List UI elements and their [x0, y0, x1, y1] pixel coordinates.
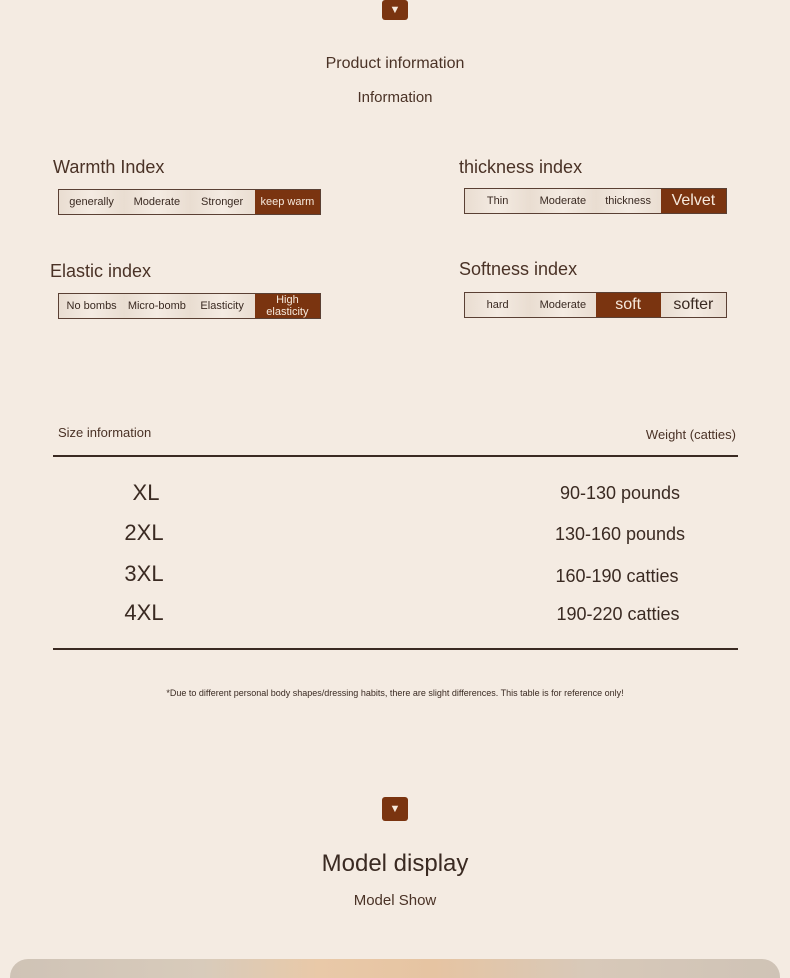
softness-level-1: hard [465, 293, 530, 317]
model-display-subtitle: Model Show [353, 892, 437, 909]
table-row-size: 3XL [124, 561, 164, 586]
table-row-weight: 90-130 pounds [559, 483, 681, 503]
table-row-size: 2XL [124, 520, 164, 545]
warmth-level-1: generally [59, 190, 124, 214]
table-row-weight: 190-220 catties [556, 604, 680, 624]
warmth-index-title: Warmth Index [53, 157, 165, 177]
product-info-title: Product information [325, 55, 465, 72]
section-marker-icon: ▼ [382, 797, 408, 821]
elastic-index-bar [58, 293, 321, 319]
section-marker-icon: ▼ [382, 0, 408, 20]
thickness-level-3: thickness [596, 189, 661, 213]
warmth-index-bar [58, 189, 321, 215]
table-row-weight: 160-190 catties [555, 566, 679, 586]
thickness-level-4: Velvet [661, 189, 726, 213]
elastic-level-4: High elasticity [255, 294, 320, 318]
size-info-header: Size information [58, 425, 152, 440]
softness-level-3: soft [596, 293, 661, 317]
model-display-title: Model display [321, 850, 469, 877]
table-row-size: XL [132, 480, 160, 505]
thickness-level-1: Thin [465, 189, 530, 213]
warmth-level-3: Stronger [190, 190, 255, 214]
thickness-index-bar [464, 188, 727, 214]
elastic-level-3: Elasticity [190, 294, 255, 318]
table-top-rule [53, 455, 738, 457]
warmth-level-4: keep warm [255, 190, 320, 214]
weight-header: Weight (catties) [645, 427, 736, 442]
product-info-subtitle: Information [357, 89, 433, 106]
model-photo [10, 959, 780, 978]
table-row-weight: 130-160 pounds [554, 524, 686, 544]
elastic-level-2: Micro-bomb [124, 294, 189, 318]
softness-level-4: softer [661, 293, 726, 317]
softness-index-title: Softness index [459, 259, 578, 279]
thickness-index-title: thickness index [459, 157, 583, 177]
size-disclaimer: *Due to different personal body shapes/dressing habits, there are slight differences. This table is for reference only! [166, 688, 624, 698]
elastic-level-1: No bombs [59, 294, 124, 318]
thickness-level-2: Moderate [530, 189, 595, 213]
elastic-index-title: Elastic index [50, 261, 152, 281]
table-bottom-rule [53, 648, 738, 650]
softness-level-2: Moderate [530, 293, 595, 317]
softness-index-bar [464, 292, 727, 318]
table-row-size: 4XL [124, 600, 164, 625]
warmth-level-2: Moderate [124, 190, 189, 214]
